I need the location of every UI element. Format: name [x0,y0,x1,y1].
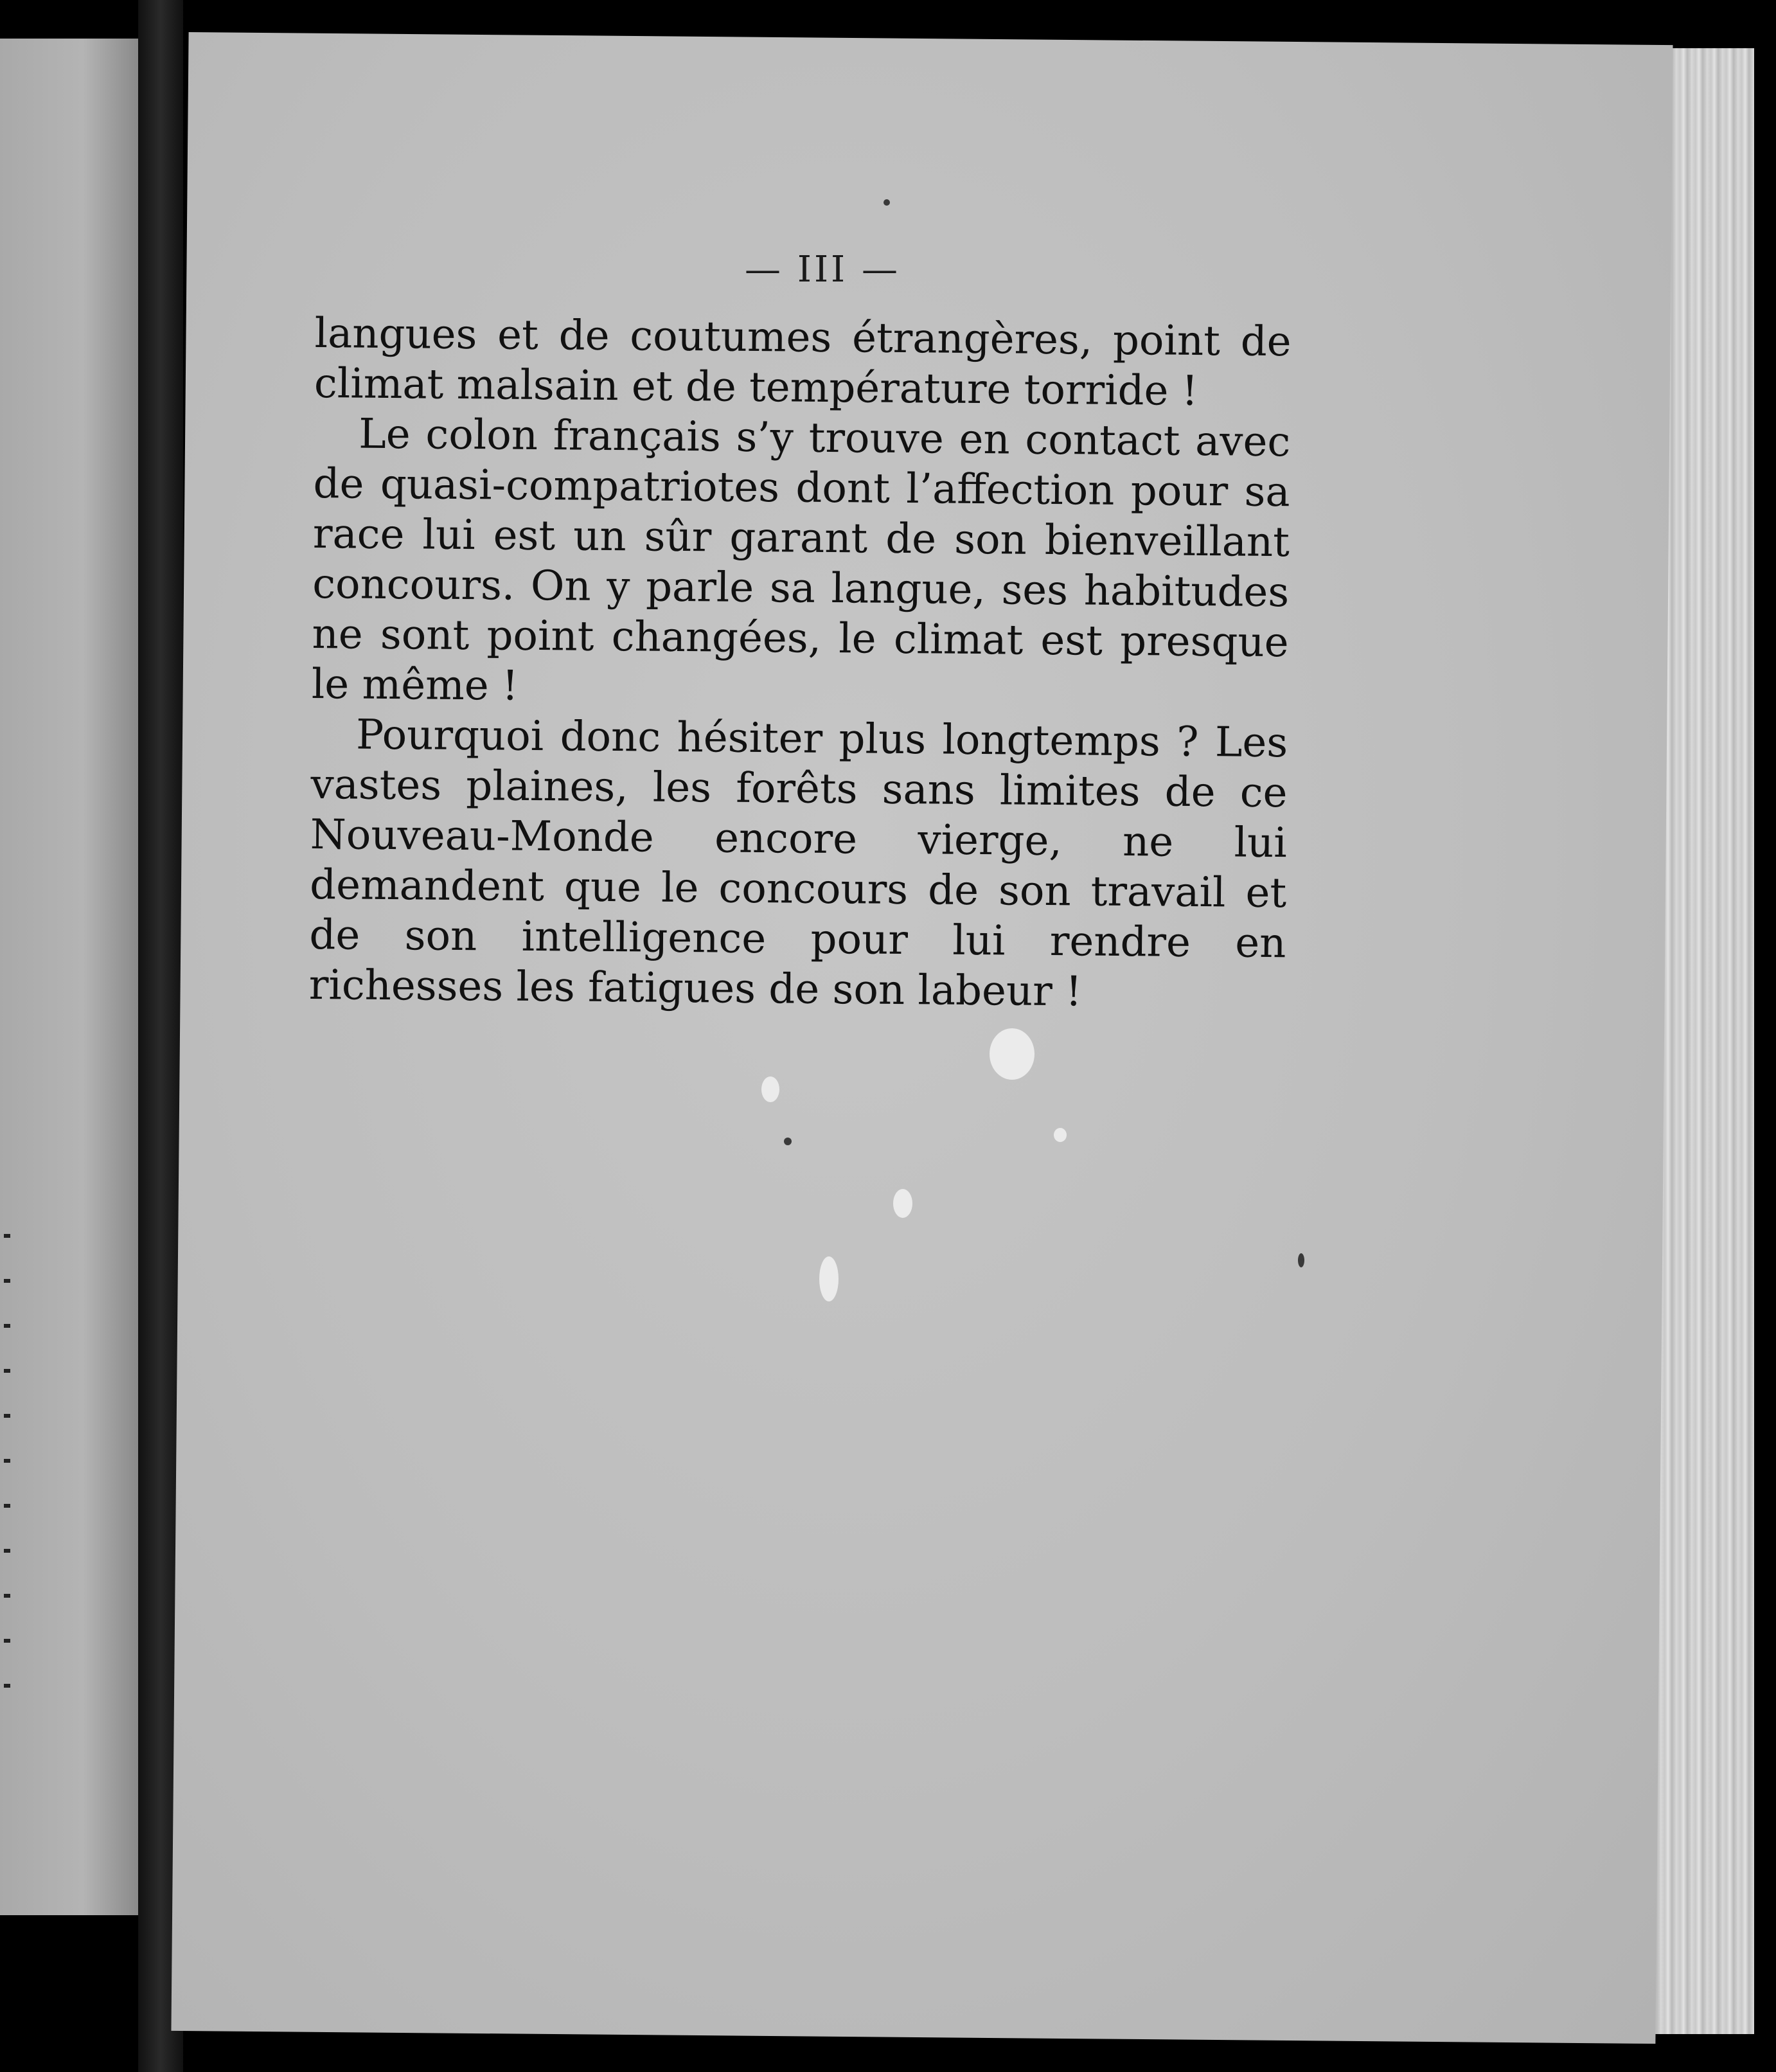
paper-damage-spot [819,1256,839,1301]
paper-damage-spot [893,1189,912,1218]
paper-damage-spot [990,1028,1035,1080]
previous-page-print-marks [4,1234,10,1722]
paper-damage-spot [761,1076,779,1102]
page-number: — III — [745,249,900,290]
paper-damage-spot [1054,1128,1067,1142]
ink-dot [784,1138,792,1145]
ink-dot [1298,1253,1304,1267]
ink-dot [884,199,890,206]
page-text [308,308,1291,1019]
paragraph-3: Pourquoi donc hésiter plus longtemps ? Les vastes plaines, les forêts sans limites de ce Nouveau-Monde encore vierge, ne lui demandent que le concours de son travail et de son intelligence pour lui rendre en richesses les fatigues de son labeur ! [308,711,1288,1016]
previous-page-edge [0,39,138,1915]
paragraph-1: langues et de coutumes étrangères, point de climat malsain et de température torride ! [314,309,1292,415]
paragraph-2: Le colon français s’y trouve en contact avec de quasi-compatriotes dont l’affection pour sa race lui est un sûr garant de son bienveillant concours. On y parle sa langue, ses habitudes ne sont point changées, le climat est presque le même ! [311,410,1291,710]
